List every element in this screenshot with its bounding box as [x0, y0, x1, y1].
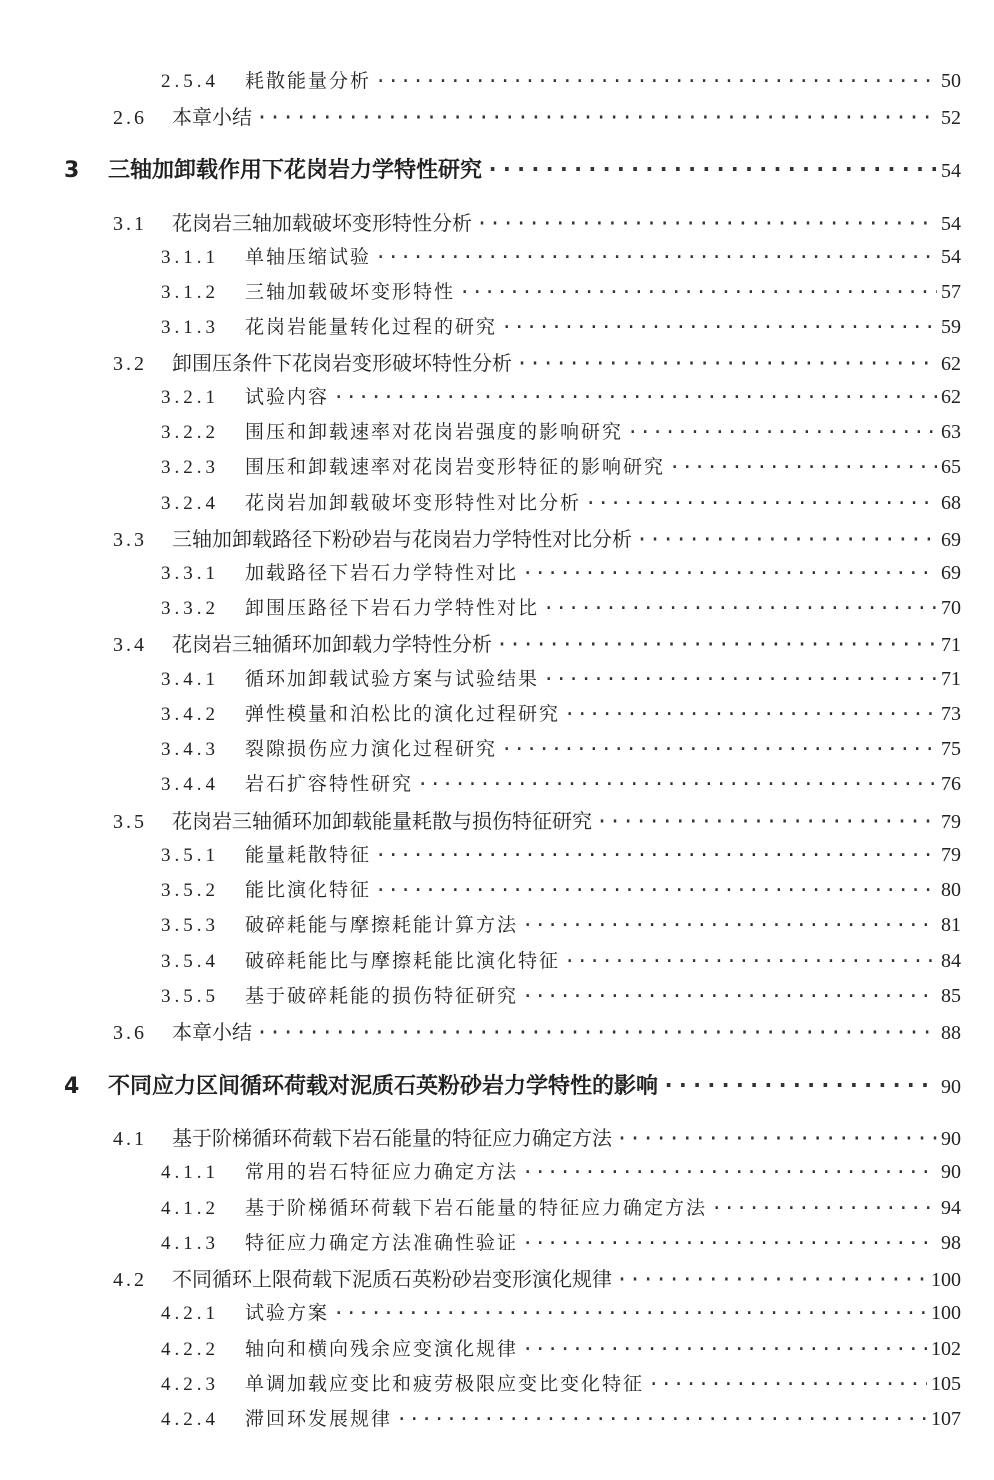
dot-leader [616, 1267, 927, 1291]
entry-number: 3.2.2 [161, 422, 219, 443]
dot-leader [636, 527, 937, 551]
page-number: 59 [941, 316, 961, 338]
page-number: 105 [931, 1373, 961, 1395]
page-number: 71 [941, 634, 961, 656]
entry-title: 基于阶梯循环荷载下岩石能量的特征应力确定方法 [245, 1197, 708, 1219]
entry-title: 花岗岩三轴循环加卸载力学特性分析 [172, 632, 492, 656]
entry-title: 加载路径下岩石力学特性对比 [245, 562, 519, 584]
entry-title: 能比演化特征 [245, 879, 372, 901]
chapter-title: 不同应力区间循环荷载对泥质石英粉砂岩力学特性的影响 [108, 1074, 659, 1099]
entry-title: 循环加卸载试验方案与试验结果 [245, 668, 540, 690]
entry-title: 滞回环发展规律 [245, 1408, 393, 1430]
entry-number: 2.6 [113, 107, 147, 129]
entry-number: 3.6 [113, 1022, 147, 1044]
entry-number: 2.5.4 [161, 71, 219, 92]
toc-entry[interactable] [161, 382, 961, 409]
toc-entry[interactable] [161, 1404, 961, 1431]
page-number: 70 [941, 597, 961, 619]
entry-title: 裂隙损伤应力演化过程研究 [245, 738, 498, 760]
dot-leader [543, 597, 937, 619]
toc-entry[interactable] [113, 101, 961, 130]
entry-number: 4.1.3 [161, 1233, 219, 1254]
entry-title: 花岗岩三轴加载破坏变形特性分析 [172, 211, 472, 235]
entry-number: 4.2.2 [161, 1339, 219, 1360]
toc-entry[interactable] [161, 242, 961, 269]
entry-number: 3.4.1 [161, 669, 219, 690]
toc-entry[interactable] [161, 910, 961, 937]
entry-number: 3.2 [113, 353, 147, 375]
page-number: 54 [941, 160, 961, 182]
entry-number: 3.4.3 [161, 739, 219, 760]
entry-number: 3.5.5 [161, 986, 219, 1007]
page-number: 79 [941, 844, 961, 866]
page-number: 90 [941, 1076, 961, 1098]
toc-entry[interactable] [161, 1193, 961, 1220]
entry-title: 卸围压路径下岩石力学特性对比 [245, 597, 540, 619]
entry-number: 3.5.4 [161, 951, 219, 972]
entry-title: 特征应力确定方法准确性验证 [245, 1232, 519, 1254]
entry-number: 4.2.1 [161, 1303, 219, 1324]
dot-leader [648, 1373, 927, 1395]
dot-leader [375, 844, 937, 866]
page-number: 80 [941, 879, 961, 901]
dot-leader [522, 562, 937, 584]
toc-entry[interactable] [161, 558, 961, 585]
toc-entry[interactable] [161, 769, 961, 796]
dot-leader [522, 914, 937, 936]
entry-number: 3.1.3 [161, 317, 219, 338]
toc-entry[interactable] [161, 1298, 961, 1325]
toc-entry[interactable] [161, 840, 961, 867]
entry-number: 3.2.4 [161, 493, 219, 514]
toc-entry[interactable] [161, 1157, 961, 1184]
page-number: 107 [931, 1408, 961, 1430]
dot-leader [375, 879, 937, 901]
toc-entry[interactable] [161, 664, 961, 691]
entry-number: 3.5 [113, 811, 147, 833]
page-number: 88 [941, 1022, 961, 1044]
toc-entry[interactable] [161, 946, 961, 973]
entry-title: 耗散能量分析 [245, 70, 372, 92]
toc-entry[interactable] [113, 805, 961, 834]
page-number: 54 [941, 213, 961, 235]
chapter-number: 4 [64, 1074, 80, 1099]
dot-leader [333, 386, 937, 408]
toc-entry[interactable] [113, 1016, 961, 1045]
page-number: 90 [941, 1128, 961, 1150]
entry-title: 基于阶梯循环荷载下岩石能量的特征应力确定方法 [172, 1126, 612, 1150]
entry-title: 试验方案 [245, 1302, 330, 1324]
entry-number: 3.5.1 [161, 845, 219, 866]
entry-title: 本章小结 [172, 1020, 252, 1044]
toc-entry[interactable] [161, 452, 961, 479]
dot-leader [596, 809, 937, 833]
entry-title: 花岗岩三轴循环加卸载能量耗散与损伤特征研究 [172, 809, 592, 833]
dot-leader [501, 738, 937, 760]
entry-title: 岩石扩容特性研究 [245, 773, 414, 795]
toc-entry[interactable] [113, 1122, 961, 1151]
dot-leader [669, 456, 937, 478]
entry-number: 3.5.3 [161, 915, 219, 936]
entry-number: 3.4.4 [161, 774, 219, 795]
entry-title: 常用的岩石特征应力确定方法 [245, 1161, 519, 1183]
dot-leader [396, 1408, 927, 1430]
dot-leader [543, 668, 937, 690]
page-number: 62 [941, 353, 961, 375]
dot-leader [516, 351, 937, 375]
page-number: 57 [941, 281, 961, 303]
page-number: 76 [941, 773, 961, 795]
toc-entry[interactable] [113, 628, 961, 657]
toc-entry[interactable] [161, 1369, 961, 1396]
toc-entry[interactable] [113, 1263, 961, 1292]
toc-entry[interactable] [161, 875, 961, 902]
entry-number: 3.2.3 [161, 457, 219, 478]
entry-title: 不同循环上限荷载下泥质石英粉砂岩变形演化规律 [172, 1267, 612, 1291]
dot-leader [585, 492, 937, 514]
toc-entry[interactable] [161, 66, 961, 93]
page-number: 54 [941, 246, 961, 268]
page-number: 65 [941, 456, 961, 478]
entry-number: 4.2.4 [161, 1409, 219, 1430]
page-number: 100 [931, 1302, 961, 1324]
entry-number: 4.1.1 [161, 1162, 219, 1183]
dot-leader [522, 1338, 927, 1360]
page-number: 52 [941, 107, 961, 129]
entry-number: 4.2 [113, 1269, 147, 1291]
entry-title: 围压和卸载速率对花岗岩强度的影响研究 [245, 421, 624, 443]
page-number: 81 [941, 914, 961, 936]
dot-leader [564, 950, 937, 972]
toc-entry[interactable] [161, 593, 961, 620]
entry-number: 3.1 [113, 213, 147, 235]
toc-entry[interactable] [161, 734, 961, 761]
entry-title: 花岗岩能量转化过程的研究 [245, 316, 498, 338]
dot-leader [256, 105, 937, 129]
dot-leader [496, 632, 937, 656]
toc-entry[interactable] [161, 312, 961, 339]
toc-entry[interactable] [161, 488, 961, 515]
entry-number: 4.1.2 [161, 1198, 219, 1219]
entry-title: 基于破碎耗能的损伤特征研究 [245, 985, 519, 1007]
entry-title: 试验内容 [245, 386, 330, 408]
entry-title: 花岗岩加卸载破坏变形特性对比分析 [245, 492, 582, 514]
entry-title: 破碎耗能比与摩擦耗能比演化特征 [245, 950, 561, 972]
chapter-number: 3 [64, 158, 80, 183]
page-number: 100 [931, 1269, 961, 1291]
entry-title: 轴向和横向残余应变演化规律 [245, 1338, 519, 1360]
dot-leader [627, 421, 937, 443]
toc-chapter-entry[interactable] [64, 153, 961, 184]
dot-leader [476, 211, 937, 235]
page-number: 71 [941, 668, 961, 690]
page-number: 102 [931, 1338, 961, 1360]
entry-number: 4.1 [113, 1128, 147, 1150]
dot-leader [486, 158, 937, 183]
toc-entry[interactable] [161, 699, 961, 726]
toc-entry[interactable] [113, 523, 961, 552]
page-number: 68 [941, 492, 961, 514]
toc-entry[interactable] [113, 207, 961, 236]
dot-leader [711, 1197, 937, 1219]
toc-chapter-entry[interactable] [64, 1069, 961, 1100]
dot-leader [417, 773, 937, 795]
entry-number: 3.1.1 [161, 247, 219, 268]
toc-entry[interactable] [113, 347, 961, 376]
dot-leader [522, 985, 937, 1007]
entry-number: 3.1.2 [161, 282, 219, 303]
chapter-title: 三轴加卸载作用下花岗岩力学特性研究 [108, 158, 483, 183]
page-number: 85 [941, 985, 961, 1007]
dot-leader [522, 1232, 937, 1254]
entry-title: 三轴加卸载路径下粉砂岩与花岗岩力学特性对比分析 [172, 527, 632, 551]
entry-number: 4.2.3 [161, 1374, 219, 1395]
entry-number: 3.3.1 [161, 563, 219, 584]
page-number: 75 [941, 738, 961, 760]
page-number: 94 [941, 1197, 961, 1219]
page-number: 62 [941, 386, 961, 408]
dot-leader [522, 1161, 937, 1183]
toc-entry[interactable] [161, 1228, 961, 1255]
entry-number: 3.3 [113, 529, 147, 551]
dot-leader [564, 703, 937, 725]
page-number: 79 [941, 811, 961, 833]
page-number: 90 [941, 1161, 961, 1183]
entry-title: 弹性模量和泊松比的演化过程研究 [245, 703, 561, 725]
page-number: 69 [941, 562, 961, 584]
toc-entry[interactable] [161, 1334, 961, 1361]
entry-title: 卸围压条件下花岗岩变形破坏特性分析 [172, 351, 512, 375]
entry-title: 本章小结 [172, 105, 252, 129]
entry-title: 破碎耗能与摩擦耗能计算方法 [245, 914, 519, 936]
page-number: 84 [941, 950, 961, 972]
page-number: 73 [941, 703, 961, 725]
dot-leader [662, 1074, 937, 1099]
toc-entry[interactable] [161, 277, 961, 304]
dot-leader [256, 1020, 937, 1044]
dot-leader [375, 246, 937, 268]
entry-title: 单轴压缩试验 [245, 246, 372, 268]
entry-title: 三轴加载破坏变形特性 [245, 281, 456, 303]
entry-number: 3.2.1 [161, 387, 219, 408]
dot-leader [501, 316, 937, 338]
entry-title: 围压和卸载速率对花岗岩变形特征的影响研究 [245, 456, 666, 478]
entry-number: 3.5.2 [161, 880, 219, 901]
entry-title: 单调加载应变比和疲劳极限应变比变化特征 [245, 1373, 645, 1395]
entry-title: 能量耗散特征 [245, 844, 372, 866]
entry-number: 3.4.2 [161, 704, 219, 725]
page-number: 98 [941, 1232, 961, 1254]
page-number: 63 [941, 421, 961, 443]
page-number: 50 [941, 70, 961, 92]
entry-number: 3.4 [113, 634, 147, 656]
dot-leader [616, 1126, 937, 1150]
dot-leader [333, 1302, 927, 1324]
toc-entry[interactable] [161, 981, 961, 1008]
page-number: 69 [941, 529, 961, 551]
dot-leader [375, 70, 937, 92]
toc-entry[interactable] [161, 417, 961, 444]
dot-leader [459, 281, 937, 303]
entry-number: 3.3.2 [161, 598, 219, 619]
